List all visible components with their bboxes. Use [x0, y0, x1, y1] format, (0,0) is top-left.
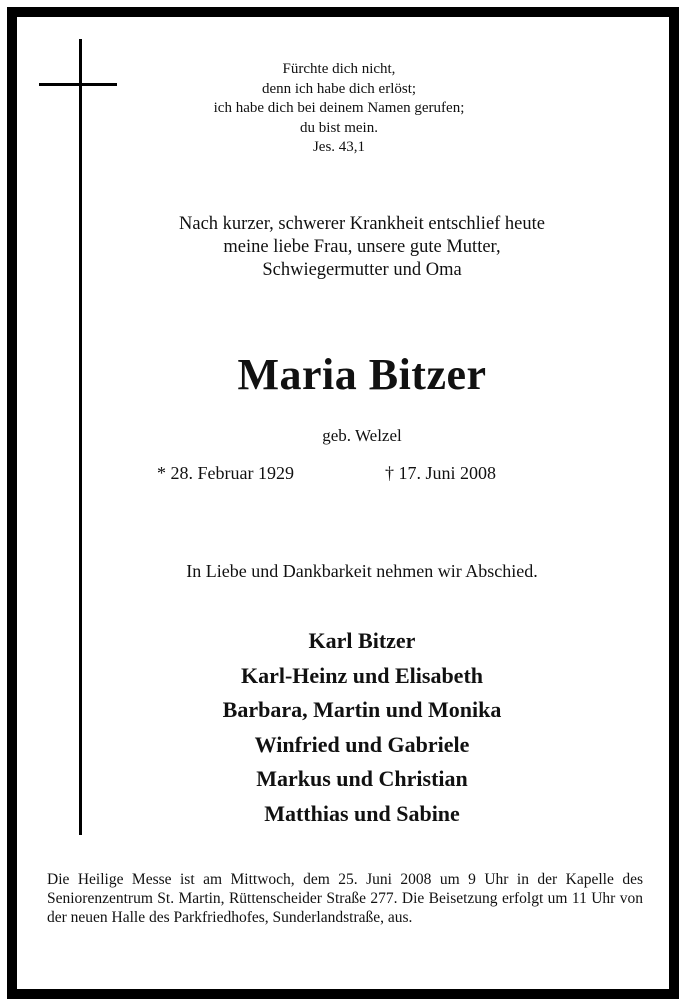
- family-list: [77, 624, 647, 831]
- death-date: † 17. Juni 2008: [385, 463, 497, 483]
- cross-horizontal-bar: [39, 83, 117, 86]
- intro-line: Nach kurzer, schwerer Krankheit entschlief heute: [179, 214, 545, 234]
- family-member: Markus und Christian: [256, 766, 468, 791]
- family-member: Barbara, Martin und Monika: [222, 697, 502, 722]
- family-member: Karl Bitzer: [308, 628, 416, 653]
- bible-verse: [149, 60, 529, 158]
- verse-line: du bist mein.: [300, 119, 378, 136]
- intro-line: Schwiegermutter und Oma: [262, 260, 462, 280]
- verse-reference: Jes. 43,1: [312, 139, 366, 155]
- farewell-text: In Liebe und Dankbarkeit nehmen wir Abschied.: [186, 561, 538, 581]
- verse-line: Fürchte dich nicht,: [282, 61, 396, 77]
- deceased-name: Maria Bitzer: [237, 350, 487, 399]
- family-member: Winfried und Gabriele: [254, 731, 470, 757]
- birth-date: * 28. Februar 1929: [157, 463, 294, 483]
- verse-line: ich habe dich bei deinem Namen gerufen;: [213, 100, 465, 116]
- maiden-name: geb. Welzel: [322, 426, 402, 445]
- family-member: Matthias und Sabine: [264, 800, 460, 826]
- intro-line: meine liebe Frau, unsere gute Mutter,: [223, 237, 501, 257]
- intro-text: [77, 213, 647, 282]
- family-member: Karl-Heinz und Elisabeth: [240, 662, 484, 688]
- verse-line: denn ich habe dich erlöst;: [261, 80, 417, 97]
- obituary-frame: [7, 7, 679, 999]
- funeral-notice: Die Heilige Messe ist am Mittwoch, dem 25. Juni 2008 um 9 Uhr in der Kapelle des Seniorenzentrum St. Martin, Rüttenscheider Straße 277. Die Beisetzung erfolgt um 11 Uhr von der neuen Halle des Parkfriedhofes, Sunderlandstraße, aus.: [47, 871, 643, 926]
